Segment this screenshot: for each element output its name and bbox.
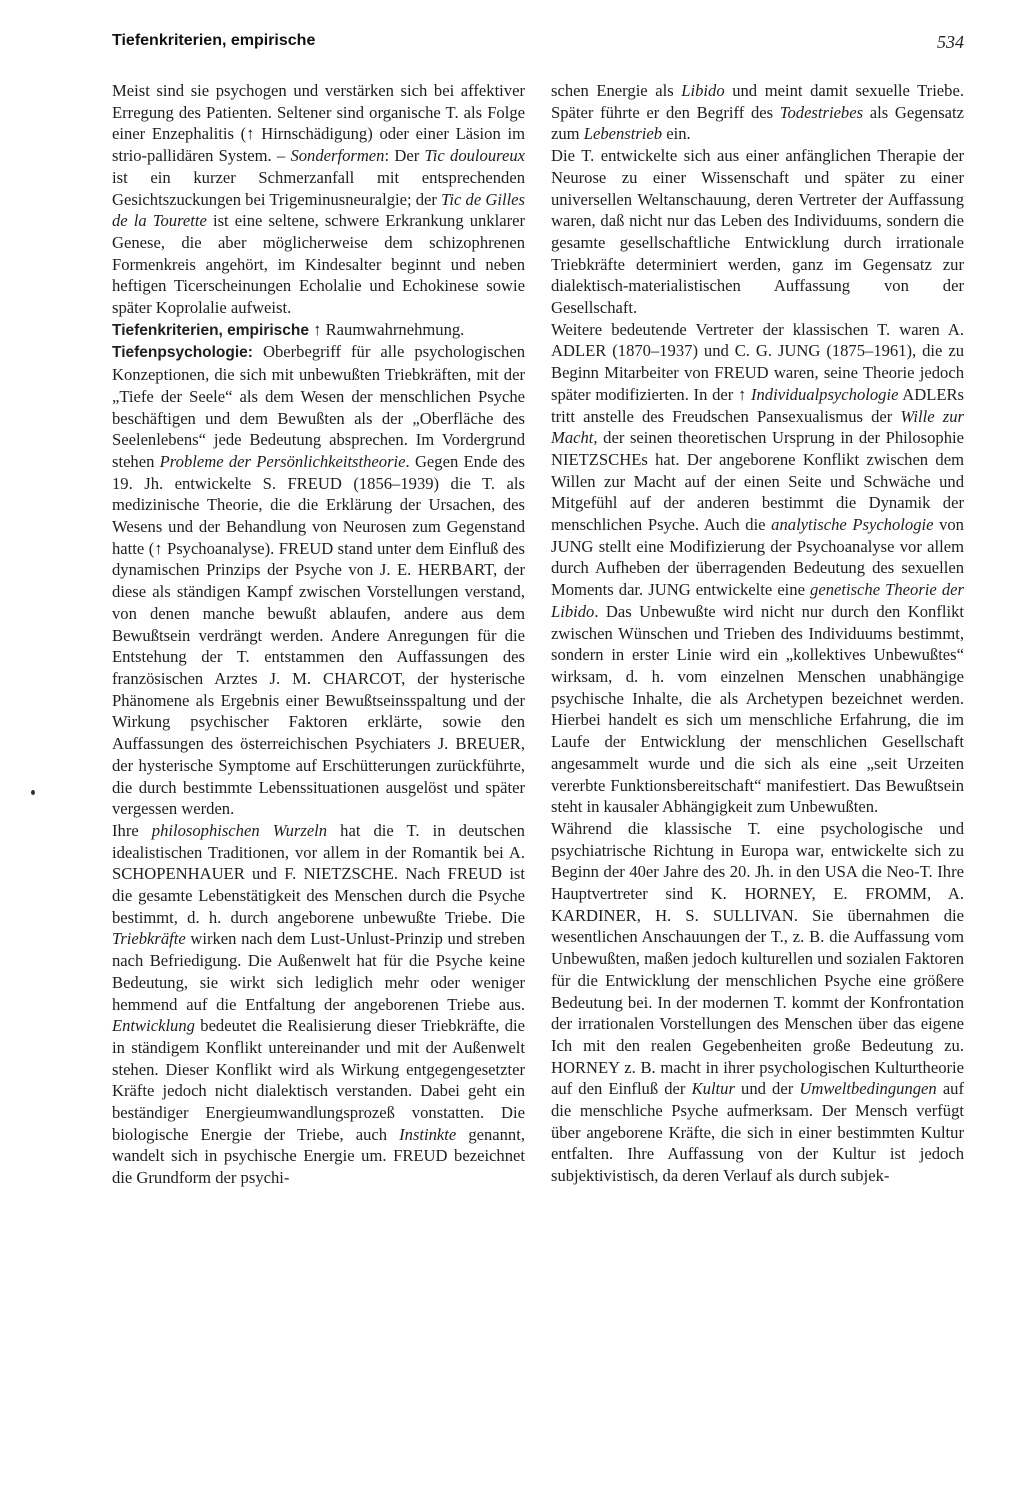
paragraph-adler-jung: Weitere bedeutende Vertreter der klassischen T. waren A. ADLER (1870–1937) und C. G. JUNG (1875–1961), die zu Beginn Mitarbeiter von FREUD waren, seine Theorie jedoch später modifizierten. In der ↑ Individualpsychologie ADLERs tritt anstelle des Freudschen Pansexualismus der Wille zur Macht, der seinen theoretischen Ursprung in der Philosophie NIETZSCHEs hat. Der angeborene Konflikt zwischen dem Willen zur Macht auf der einen Seite und Schwäche und Mitgefühl auf der anderen bestimmt die Dynamik der menschlichen Psyche. Auch die analytische Psychologie von JUNG stellt eine Modifizierung der Psychoanalyse vor allem durch Aufheben der überragenden Bedeutung des sexuellen Moments dar. JUNG entwickelte eine genetische Theorie der Libido. Das Unbewußte wird nicht nur durch den Konflikt zwischen Wünschen und Trieben des Individuums bestimmt, sondern in erster Linie wird ein „kollektives Unbewußtes“ wirksam, d. h. vom einzelnen Menschen unabhängige psychische Inhalte, die als Archetypen bezeichnet werden. Hierbei handelt es sich um menschliche Erfahrung, die im Laufe der Entwicklung der menschlichen Gesellschaft angesammelt wurde und die sich als eine „seit Urzeiten vererbte Funktionsbereitschaft“ manifestiert. Das Bewußtsein steht in kausaler Abhängigkeit zum Unbewußten.	[551, 319, 964, 817]
paragraph-philosophische-wurzeln: Ihre philosophischen Wurzeln hat die T. in deutschen idealistischen Traditionen, vor allem in der Romantik bei A. SCHOPENHAUER und F. NIETZSCHE. Nach FREUD ist die gesamte Lebenstätigkeit des Menschen durch die Psyche bestimmt, d. h. durch angeborene unbewußte Triebe. Die Triebkräfte wirken nach dem Lust-Unlust-Prinzip und streben nach Befriedigung. Die Außenwelt hat für die Psyche keine Bedeutung, sie wirkt sich lediglich mehr oder weniger hemmend auf die Entfaltung der angeborenen Triebe aus. Entwicklung bedeutet die Realisierung dieser Triebkräfte, die in ständigem Konflikt untereinander und mit der Außenwelt stehen. Dieser Konflikt wird als Wirkung entgegengesetzter Kräfte jedoch nicht dialektisch verstanden. Dabei geht ein beständiger Energieumwandlungsprozeß vonstatten. Die biologische Energie der Triebe, auch Instinkte genannt, wandelt sich in psychische Energie um. FREUD bezeichnet die Grundform der psychi-	[112, 820, 525, 1188]
lemma-tiefenkriterien: Tiefenkriterien, empirische	[112, 321, 309, 339]
entry-tiefenpsychologie: Tiefenpsychologie: Oberbegriff für alle psychologischen Konzeptionen, die sich mit unbewußten Triebkräften, mit der „Tiefe der Seele“ als dem Wesen der menschlichen Psyche beschäftigen und dem Bewußten als der „Oberfläche des Seelenlebens“ jede Bedeutung absprechen. Im Vordergrund stehen Probleme der Persönlichkeitstheorie. Gegen Ende des 19. Jh. entwickelte S. FREUD (1856–1939) die T. als medizinische Theorie, die die Erklärung der Ursachen, des Wesens und der Behandlung von Neurosen zum Gegenstand hatte (↑ Psychoanalyse). FREUD stand unter dem Einfluß des dynamischen Prinzips der Psyche von J. E. HERBART, der diese als ständigen Kampf zwischen Vorstellungen verstand, von denen manche bewußt ablaufen, andere aus dem Bewußtsein verdrängt werden. Andere Anregungen für die Entstehung der T. entstammen den Auffassungen des französischen Arztes J. M. CHARCOT, der hysterische Phänomene als Ergebnis einer Bewußtseinsspaltung und der Wirkung psychischer Faktoren erklärte, sowie den Auffassungen des österreichischen Psychiaters J. BREUER, der hysterische Symptome auf Erschütterungen zurückführte, die durch bestimmte Lebenssituationen ausgelöst und später vergessen werden.	[112, 342, 525, 819]
scan-speck	[31, 790, 35, 795]
page-number: 534	[937, 32, 964, 52]
running-head: Tiefenkriterien, empirische	[112, 32, 316, 49]
right-column	[551, 80, 964, 1187]
paragraph-libido: schen Energie als Libido und meint damit sexuelle Triebe. Später führte er den Begriff des Todestriebes als Gegensatz zum Lebenstrieb ein.	[551, 81, 964, 144]
paragraph-tics: Meist sind sie psychogen und verstärken sich bei affektiver Erregung des Patienten. Seltener sind organische T. als Folge einer Enzephalitis (↑ Hirnschädigung) oder einer Läsion im strio-pallidären System. – Sonderformen: Der Tic douloureux ist ein kurzer Schmerzanfall mit entsprechenden Gesichtszuckungen bei Trigeminusneuralgie; der Tic de Gilles de la Tourette ist eine seltene, schwere Erkrankung unklarer Genese, die aber möglicherweise dem schizophrenen Formenkreis angehört, im Kindesalter beginnt und neben heftigen Ticerscheinungen Echolalie und Echokinese sowie später Koprolalie aufweist.	[112, 81, 525, 318]
entry-tiefenkriterien: Tiefenkriterien, empirische ↑ Raumwahrnehmung.	[112, 319, 465, 339]
page-header	[112, 32, 964, 62]
paragraph-entwicklung: Die T. entwickelte sich aus einer anfänglichen Therapie der Neurose zu einer Wissenschaft und später zu einer universellen Weltanschauung, deren Vertreter der Auffassung waren, daß nicht nur das Leben des Individuums, sondern die gesamte gesellschaftliche Entwicklung durch irrationale Triebkräfte determiniert werden, ganz im Gegensatz zur dialektisch-materialistischen Auffassung von der Gesellschaft.	[551, 146, 964, 318]
paragraph-neo-t: Während die klassische T. eine psychologische und psychiatrische Richtung in Europa war, entwickelte sich zu Beginn der 40er Jahre des 20. Jh. in den USA die Neo-T. Ihre Hauptvertreter sind K. HORNEY, E. FROMM, A. KARDINER, H. S. SULLIVAN. Sie übernahmen die wesentlichen Anschauungen der T., z. B. die Auffassung vom Unbewußten, maßen jedoch kulturellen und sozialen Faktoren für die Entwicklung der menschlichen Psyche eine größere Bedeutung bei. In der modernen T. kommt der Konfrontation der irrationalen Vorstellungen des Menschen über das eigene Ich mit den realen Gegebenheiten große Bedeutung zu. HORNEY z. B. macht in ihrer psychologischen Kulturtheorie auf den Einfluß der Kultur und der Umweltbedingungen auf die menschliche Psyche aufmerksam. Der Mensch verfügt über angeborene Kräfte, die sich in einer bestimmten Kultur entfalten. Ihre Auffassung von der Kultur ist jedoch subjektivistisch, da deren Verlauf als durch subjek-	[551, 818, 965, 1186]
lemma-tiefenpsychologie: Tiefenpsychologie:	[112, 344, 253, 362]
left-column	[112, 80, 525, 1189]
